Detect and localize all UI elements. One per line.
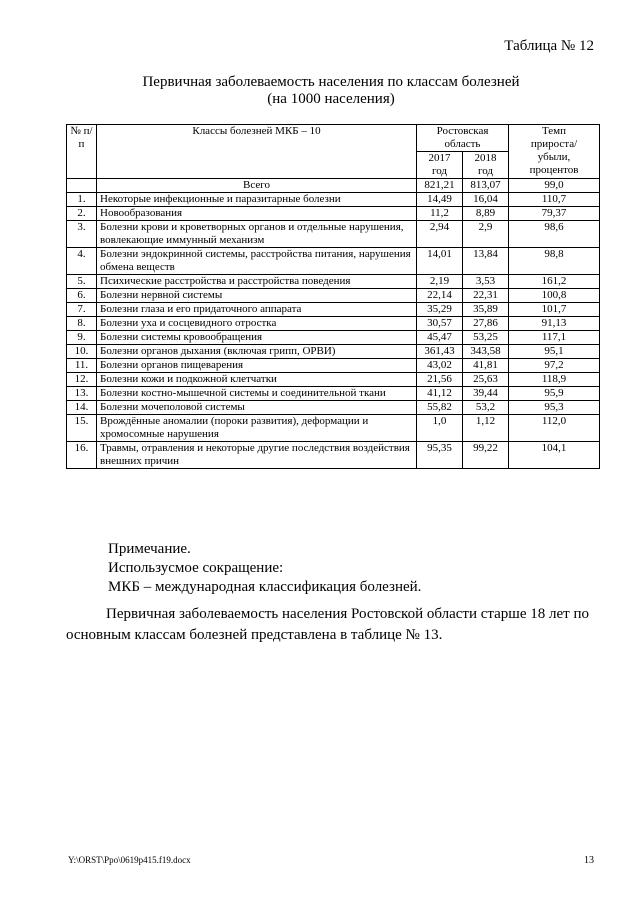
table-row [67, 359, 600, 373]
disease-class: Некоторые инфекционные и паразитарные болезни [97, 193, 417, 207]
growth-rate: 98,6 [509, 221, 600, 248]
value-2018: 53,25 [463, 331, 509, 345]
growth-rate: 110,7 [509, 193, 600, 207]
growth-rate: 98,8 [509, 248, 600, 275]
row-number: 16. [67, 442, 97, 469]
table-title [66, 74, 596, 108]
table-row [67, 401, 600, 415]
value-2018: 22,31 [463, 289, 509, 303]
row-number: 14. [67, 401, 97, 415]
header-class: Классы болезней МКБ – 10 [97, 125, 417, 179]
row-number: 11. [67, 359, 97, 373]
row-number: 13. [67, 387, 97, 401]
disease-class: Болезни нервной системы [97, 289, 417, 303]
row-number: 15. [67, 415, 97, 442]
value-2017: 41,12 [417, 387, 463, 401]
growth-rate: 95,9 [509, 387, 600, 401]
row-number: 3. [67, 221, 97, 248]
disease-class: Болезни кожи и подкожной клетчатки [97, 373, 417, 387]
growth-rate: 101,7 [509, 303, 600, 317]
table-row [67, 317, 600, 331]
body-paragraph: Первичная заболеваемость населения Ростовской области старше 18 лет по основным классам болезней представлена в таблице № 13. [66, 606, 589, 643]
value-2018: 3,53 [463, 275, 509, 289]
growth-rate: 79,37 [509, 207, 600, 221]
row-number: 1. [67, 193, 97, 207]
table-row [67, 289, 600, 303]
disease-class: Психические расстройства и расстройства поведения [97, 275, 417, 289]
growth-rate: 112,0 [509, 415, 600, 442]
row-number: 9. [67, 331, 97, 345]
table-row [67, 345, 600, 359]
total-row [67, 179, 600, 193]
value-2017: 14,01 [417, 248, 463, 275]
note-abbrev-definition: МКБ – международная классификация болезней. [108, 579, 422, 595]
value-2018: 99,22 [463, 442, 509, 469]
table-row [67, 387, 600, 401]
value-2018: 13,84 [463, 248, 509, 275]
table-row [67, 221, 600, 248]
table-row [67, 275, 600, 289]
disease-class: Болезни системы кровообращения [97, 331, 417, 345]
row-number: 5. [67, 275, 97, 289]
total-2017: 821,21 [417, 179, 463, 193]
disease-class: Травмы, отравления и некоторые другие последствия воздействия внешних причин [97, 442, 417, 469]
value-2018: 25,63 [463, 373, 509, 387]
value-2018: 53,2 [463, 401, 509, 415]
disease-class: Новообразования [97, 207, 417, 221]
growth-rate: 104,1 [509, 442, 600, 469]
value-2017: 2,19 [417, 275, 463, 289]
disease-class: Болезни эндокринной системы, расстройства питания, нарушения обмена веществ [97, 248, 417, 275]
value-2017: 30,57 [417, 317, 463, 331]
disease-class: Болезни органов дыхания (включая грипп, ОРВИ) [97, 345, 417, 359]
total-rate: 99,0 [509, 179, 600, 193]
value-2018: 16,04 [463, 193, 509, 207]
value-2017: 95,35 [417, 442, 463, 469]
table-row [67, 373, 600, 387]
row-number: 6. [67, 289, 97, 303]
growth-rate: 100,8 [509, 289, 600, 303]
table-row [67, 442, 600, 469]
growth-rate: 95,3 [509, 401, 600, 415]
table-row [67, 207, 600, 221]
value-2018: 35,89 [463, 303, 509, 317]
value-2017: 361,43 [417, 345, 463, 359]
table-number-label: Таблица № 12 [504, 38, 594, 54]
header-2017: 2017 год [417, 152, 463, 179]
value-2017: 43,02 [417, 359, 463, 373]
disease-class: Болезни костно-мышечной системы и соединительной ткани [97, 387, 417, 401]
value-2018: 8,89 [463, 207, 509, 221]
note-title: Примечание. [108, 541, 191, 557]
disease-class: Болезни крови и кроветворных органов и отдельные нарушения, вовлекающие иммунный механизм [97, 221, 417, 248]
row-number: 12. [67, 373, 97, 387]
header-2018: 2018 год [463, 152, 509, 179]
value-2017: 45,47 [417, 331, 463, 345]
growth-rate: 97,2 [509, 359, 600, 373]
header-region: Ростовская область [417, 125, 509, 152]
value-2018: 1,12 [463, 415, 509, 442]
value-2017: 35,29 [417, 303, 463, 317]
value-2017: 21,56 [417, 373, 463, 387]
row-number: 7. [67, 303, 97, 317]
value-2018: 27,86 [463, 317, 509, 331]
value-2018: 343,58 [463, 345, 509, 359]
footer-file-path: Y:\ORST\Ppo\0619p415.f19.docx [68, 855, 191, 865]
table-row [67, 303, 600, 317]
table-row [67, 193, 600, 207]
value-2017: 22,14 [417, 289, 463, 303]
header-rate: Темп прироста/ убыли, процентов [509, 125, 600, 179]
disease-class: Врождённые аномалии (пороки развития), деформации и хромосомные нарушения [97, 415, 417, 442]
title-line-2: (на 1000 населения) [267, 91, 395, 107]
value-2017: 1,0 [417, 415, 463, 442]
note-abbrev-intro: Использусмое сокращение: [108, 560, 284, 576]
total-2018: 813,07 [463, 179, 509, 193]
total-label: Всего [97, 179, 417, 193]
growth-rate: 118,9 [509, 373, 600, 387]
table-row [67, 331, 600, 345]
disease-class: Болезни органов пищеварения [97, 359, 417, 373]
value-2017: 14,49 [417, 193, 463, 207]
value-2018: 39,44 [463, 387, 509, 401]
header-num: № п/п [67, 125, 97, 179]
morbidity-table [66, 124, 600, 469]
value-2017: 11,2 [417, 207, 463, 221]
table-row [67, 248, 600, 275]
row-number: 10. [67, 345, 97, 359]
growth-rate: 161,2 [509, 275, 600, 289]
row-number: 4. [67, 248, 97, 275]
table-body [67, 179, 600, 469]
total-num-cell [67, 179, 97, 193]
disease-class: Болезни глаза и его придаточного аппарата [97, 303, 417, 317]
growth-rate: 117,1 [509, 331, 600, 345]
value-2017: 55,82 [417, 401, 463, 415]
footer-page-number: 13 [584, 855, 594, 866]
row-number: 8. [67, 317, 97, 331]
note-block [108, 540, 421, 597]
title-line-1: Первичная заболеваемость населения по классам болезней [142, 74, 520, 90]
value-2018: 2,9 [463, 221, 509, 248]
row-number: 2. [67, 207, 97, 221]
disease-class: Болезни мочеполовой системы [97, 401, 417, 415]
disease-class: Болезни уха и сосцевидного отростка [97, 317, 417, 331]
table-row [67, 415, 600, 442]
value-2017: 2,94 [417, 221, 463, 248]
growth-rate: 91,13 [509, 317, 600, 331]
growth-rate: 95,1 [509, 345, 600, 359]
value-2018: 41,81 [463, 359, 509, 373]
